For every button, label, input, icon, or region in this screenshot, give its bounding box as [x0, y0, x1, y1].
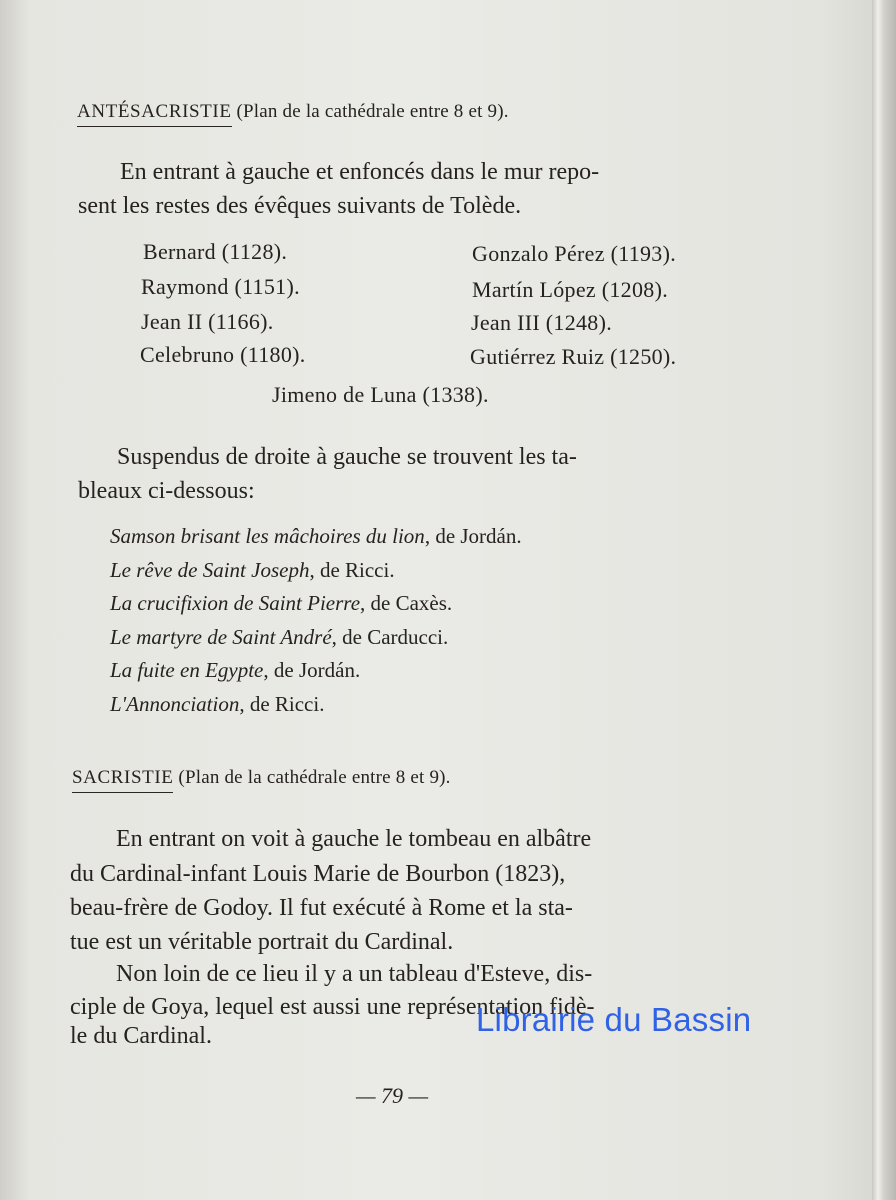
intro-line-2: sent les restes des évêques suivants de Tolède.	[78, 193, 522, 219]
bishop-entry: Gutiérrez Ruiz (1250).	[470, 344, 677, 369]
painting-artist: , de Carducci.	[331, 624, 449, 649]
painting-artist: , de Ricci.	[309, 557, 395, 582]
painting-title: La crucifixion de Saint Pierre	[110, 591, 361, 615]
paintings-list	[110, 520, 522, 721]
painting-entry	[110, 554, 522, 588]
intro-line-1: En entrant à gauche et enfoncés dans le mur repo-	[120, 159, 600, 185]
bishop-entry: Raymond (1151).	[141, 274, 300, 299]
painting-entry	[110, 621, 522, 655]
sacristie-line-6: ciple de Goya, lequel est aussi une représentation fidè-	[70, 994, 595, 1020]
bishop-entry: Jimeno de Luna (1338).	[272, 382, 489, 407]
paintings-intro-line-2: bleaux ci-dessous:	[78, 478, 255, 504]
painting-title: Le martyre de Saint André	[110, 624, 332, 649]
painting-artist: , de Jordán.	[263, 658, 361, 682]
painting-entry	[110, 688, 522, 722]
page-number: — 79 —	[356, 1083, 429, 1108]
bishop-entry: Jean II (1166).	[141, 309, 274, 334]
painting-title: La fuite en Egypte	[110, 658, 264, 682]
bishop-entry: Jean III (1248).	[471, 310, 613, 335]
bishop-entry: Gonzalo Pérez (1193).	[472, 241, 677, 266]
sacristie-line-1: En entrant on voit à gauche le tombeau en albâtre	[116, 826, 592, 852]
book-spine	[872, 0, 896, 1200]
sacristie-line-5: Non loin de ce lieu il y a un tableau d'Esteve, dis-	[116, 961, 593, 987]
painting-artist: , de Caxès.	[360, 591, 453, 615]
paintings-intro-line-1: Suspendus de droite à gauche se trouvent les ta-	[117, 444, 577, 470]
sacristie-line-4: tue est un véritable portrait du Cardinal.	[70, 929, 454, 955]
section-title: ANTÉSACRISTIE	[77, 101, 232, 127]
painting-entry	[110, 587, 522, 621]
painting-title: Le rêve de Saint Joseph	[110, 557, 310, 582]
section-heading-sacristie	[72, 767, 451, 793]
bishop-entry: Martín López (1208).	[472, 277, 668, 302]
sacristie-line-2: du Cardinal-infant Louis Marie de Bourbon (1823),	[70, 861, 566, 887]
painting-artist: , de Jordán.	[424, 524, 522, 548]
sacristie-line-3: beau-frère de Godoy. Il fut exécuté à Rome et la sta-	[70, 895, 573, 921]
section-heading-antesacristie	[77, 101, 509, 127]
section-subtitle: (Plan de la cathédrale entre 8 et 9).	[236, 101, 509, 122]
bishop-entry: Bernard (1128).	[143, 239, 288, 264]
bishop-entry: Celebruno (1180).	[140, 342, 306, 367]
section-title: SACRISTIE	[72, 767, 173, 793]
painting-artist: , de Ricci.	[239, 691, 325, 716]
watermark-text: Librairie du Bassin	[476, 1001, 752, 1038]
painting-entry	[110, 654, 522, 688]
painting-entry	[110, 520, 522, 554]
painting-title: Samson brisant les mâchoires du lion	[110, 524, 425, 548]
section-subtitle: (Plan de la cathédrale entre 8 et 9).	[178, 767, 451, 788]
painting-title: L'Annonciation	[110, 691, 240, 716]
sacristie-line-7: le du Cardinal.	[70, 1023, 212, 1049]
